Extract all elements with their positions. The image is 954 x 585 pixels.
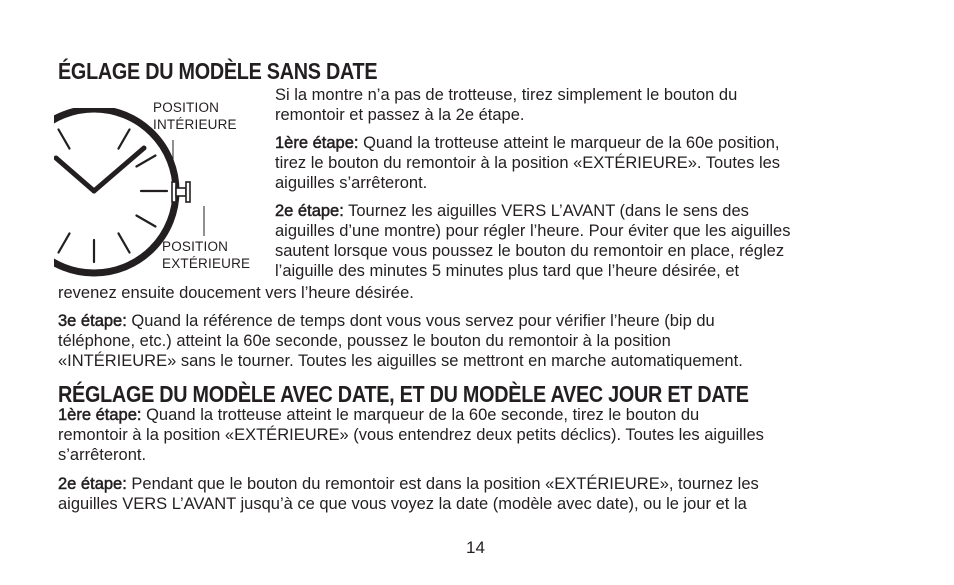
step2b-text: aiguilles VERS L’AVANT jusqu’à ce que vous voyez la date (modèle avec date), ou le jour et la <box>58 495 747 513</box>
intro-paragraph <box>275 85 737 125</box>
step2-text: sautent lorsque vous poussez le bouton du remontoir en place, réglez <box>275 242 785 260</box>
page-number: 14 <box>466 538 485 557</box>
intro-line: Si la montre n’a pas de trotteuse, tirez simplement le bouton du <box>275 86 738 104</box>
label-outer-line1: POSITION <box>162 239 229 254</box>
label-inner-line1: POSITION <box>153 100 220 115</box>
step3-text: Quand la référence de temps dont vous vous servez pour vérifier l’heure (bip du <box>126 312 715 330</box>
step1b-text: s’arrêteront. <box>58 446 147 464</box>
step2-paragraph-end <box>58 283 414 303</box>
step1-text: aiguilles s’arrêteront. <box>275 174 428 192</box>
step2-text: Tournez les aiguilles VERS L’AVANT (dans le sens des <box>343 202 749 220</box>
step3-text: «INTÉRIEURE» sans le tourner. Toutes les aiguilles se mettront en marche automatiquement. <box>58 352 743 370</box>
label-outer-line2: EXTÉRIEURE <box>162 256 251 271</box>
step2-text: l’aiguille des minutes 5 minutes plus tard que l’heure désirée, et <box>275 262 740 280</box>
step1b-text: Quand la trotteuse atteint le marqueur de la 60e seconde, tirez le bouton du <box>141 406 700 424</box>
step2b-paragraph <box>58 474 759 514</box>
label-inner-position <box>153 99 237 133</box>
crown-icon <box>172 182 190 202</box>
step1-text: tirez le bouton du remontoir à la position «EXTÉRIEURE». Toutes les <box>275 154 781 172</box>
label-outer-position <box>162 238 250 272</box>
step2-label: 2e étape: <box>275 202 344 220</box>
step3-paragraph <box>58 311 743 371</box>
step1-paragraph <box>275 133 780 193</box>
step1-text: Quand la trotteuse atteint le marqueur de la 60e position, <box>358 134 780 152</box>
minute-hand <box>56 158 94 191</box>
step3-text: téléphone, etc.) atteint la 60e seconde, poussez le bouton du remontoir à la position <box>58 332 671 350</box>
section-heading-with-date: RÉGLAGE DU MODÈLE AVEC DATE, ET DU MODÈLE AVEC JOUR ET DATE <box>58 381 749 407</box>
intro-line: remontoir et passez à la 2e étape. <box>275 106 525 124</box>
step1b-paragraph <box>58 405 764 465</box>
hour-hand <box>94 148 144 191</box>
step2-text: aiguilles d’une montre) pour régler l’heure. Pour éviter que les aiguilles <box>275 222 791 240</box>
step1b-label: 1ère étape: <box>58 406 142 424</box>
section-heading-no-date: ÉGLAGE DU MODÈLE SANS DATE <box>58 58 378 84</box>
label-inner-line2: INTÉRIEURE <box>153 117 237 132</box>
step1b-text: remontoir à la position «EXTÉRIEURE» (vous entendrez deux petits déclics). Toutes les aiguilles <box>58 426 764 444</box>
step2b-label: 2e étape: <box>58 475 127 493</box>
step2b-text: Pendant que le bouton du remontoir est dans la position «EXTÉRIEURE», tournez les <box>126 475 759 493</box>
step2-text: revenez ensuite doucement vers l’heure désirée. <box>58 284 414 302</box>
step3-label: 3e étape: <box>58 312 127 330</box>
step2-paragraph <box>275 201 790 281</box>
step1-label: 1ère étape: <box>275 134 359 152</box>
